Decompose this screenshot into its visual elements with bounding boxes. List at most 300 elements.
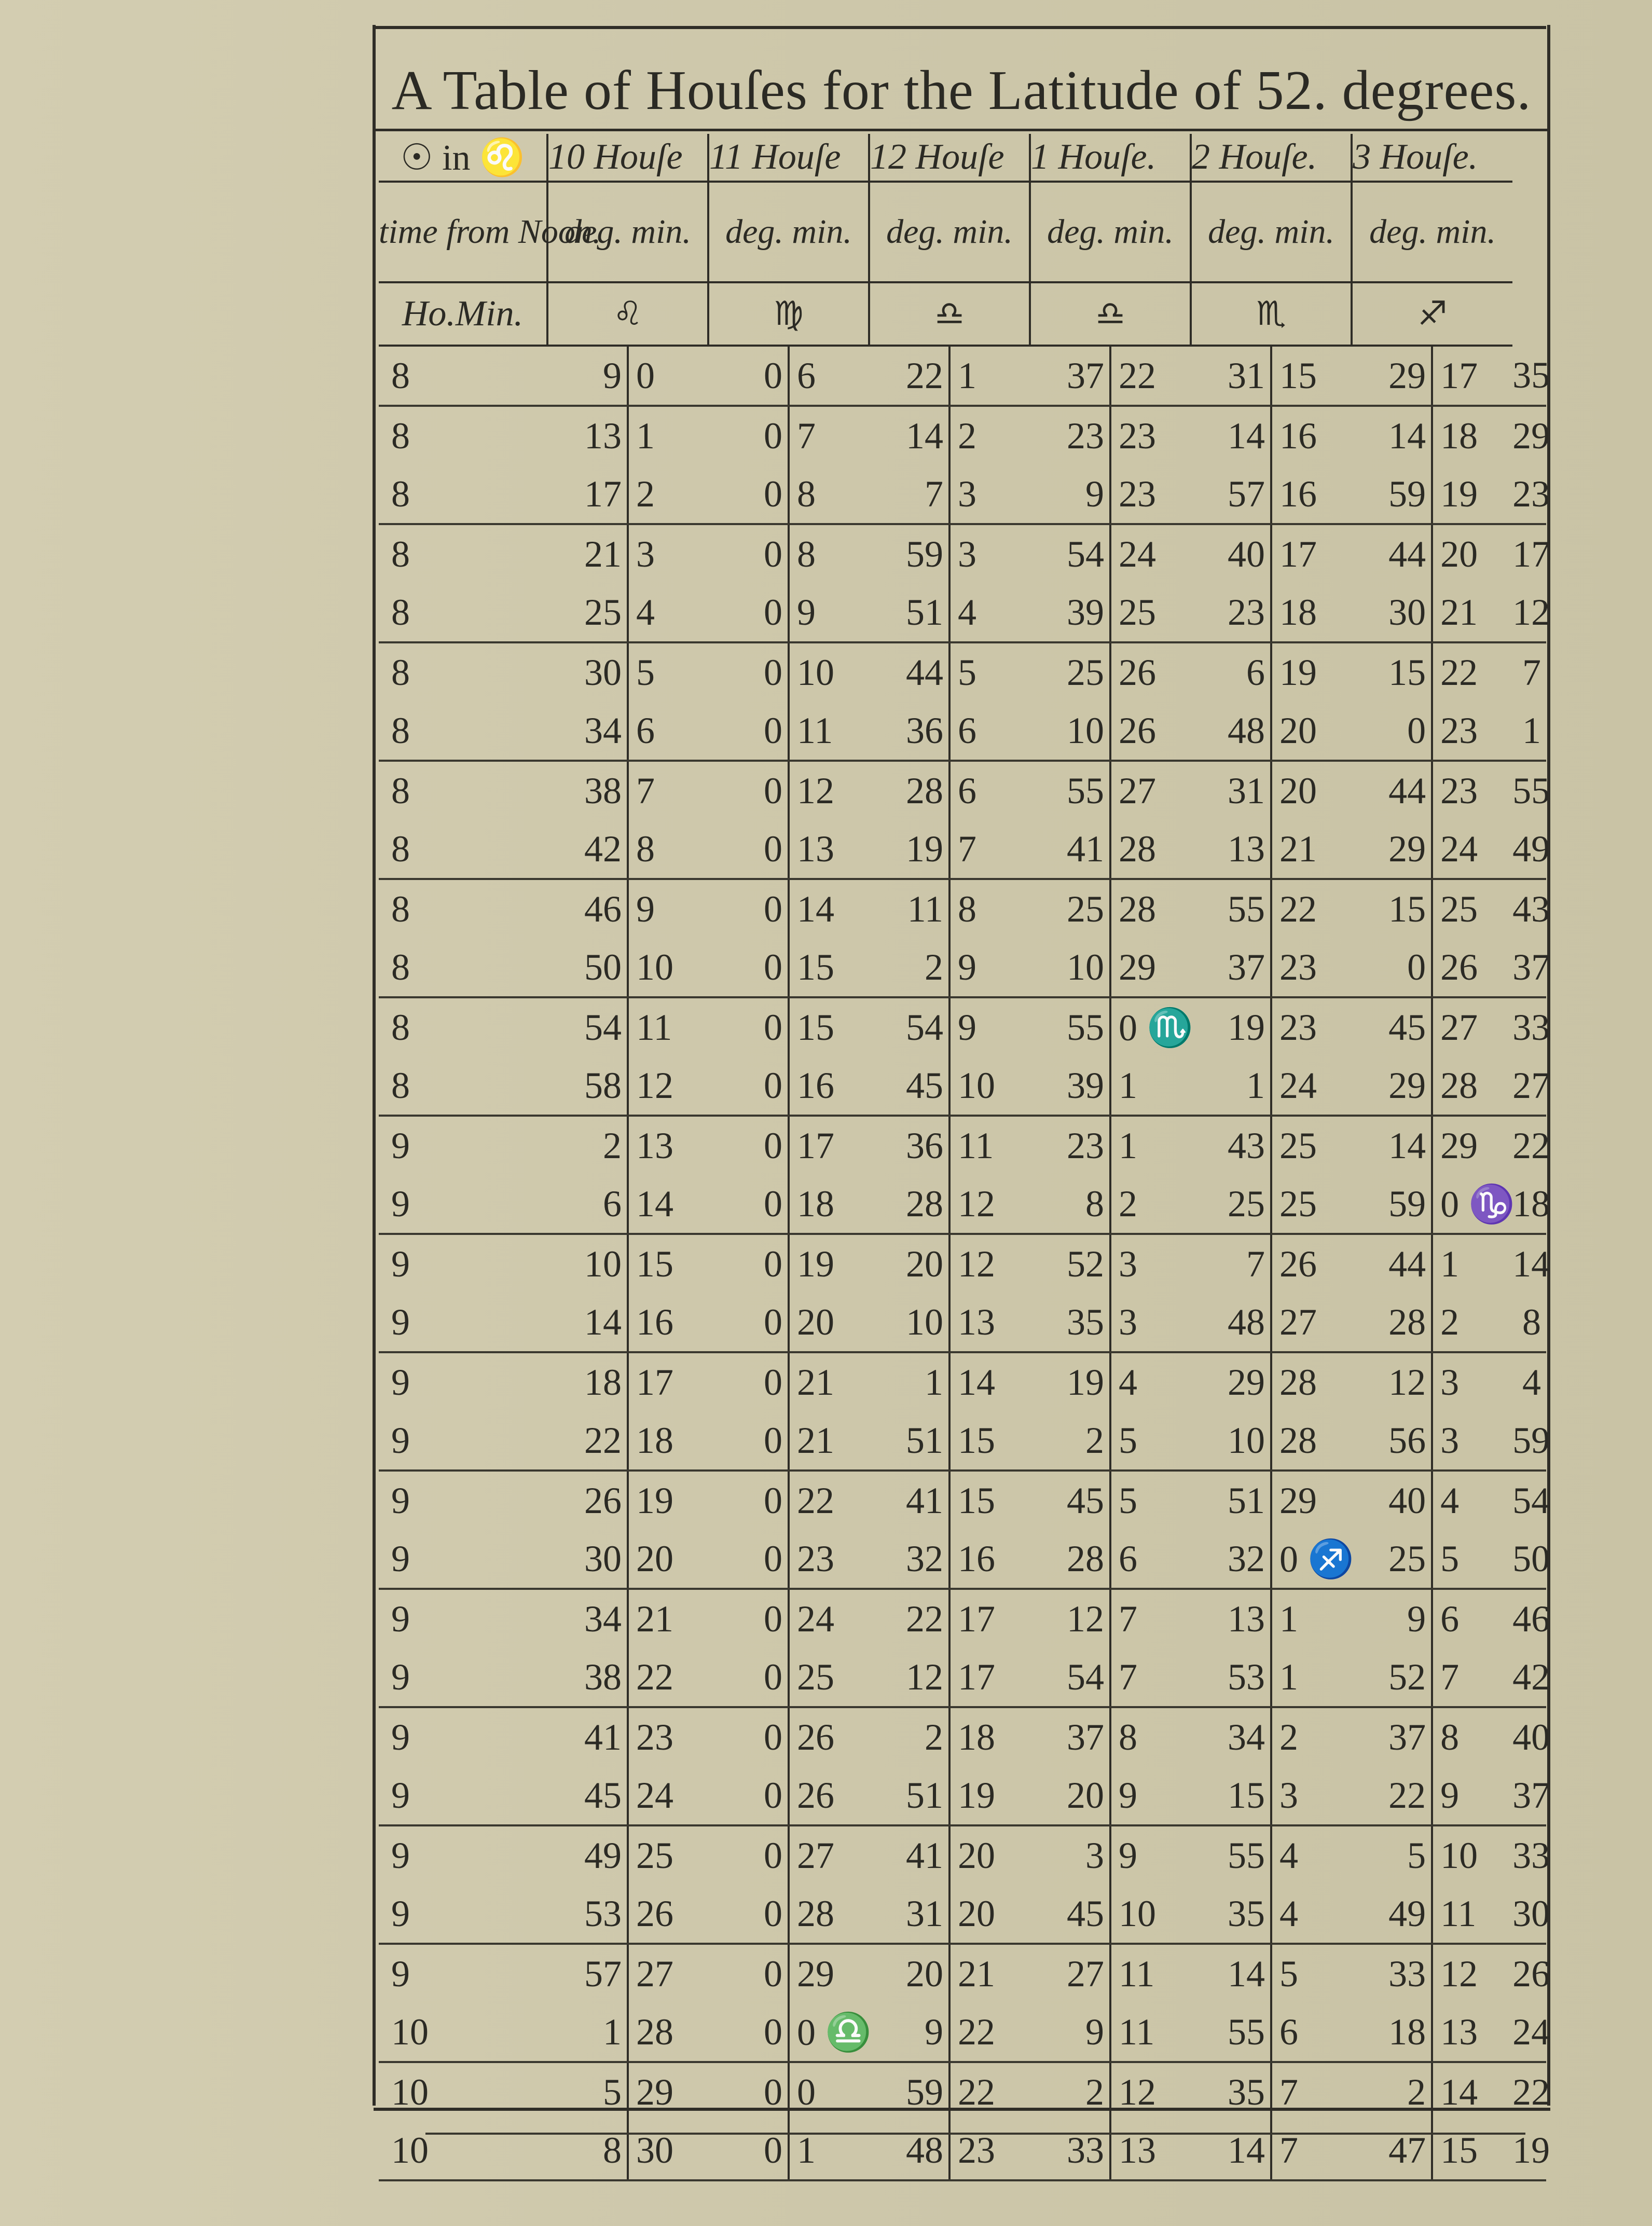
degrees-cell: 9 — [1432, 1766, 1512, 1825]
time-minutes-cell: 46 — [584, 888, 622, 930]
degrees-cell: 2 — [1432, 1293, 1512, 1352]
minutes-cell: 37 — [1388, 1716, 1426, 1758]
minutes-cell: 51 — [869, 1766, 949, 1825]
degrees-cell: 21 — [1432, 583, 1512, 642]
degrees-cell: 28 — [628, 2003, 708, 2062]
minutes-cell: 23 — [1067, 415, 1105, 457]
minutes-cell: 53 — [1191, 1648, 1271, 1707]
minutes-cell: 52 — [1352, 1648, 1432, 1707]
minutes-cell: 32 — [869, 1530, 949, 1589]
minutes-cell: 59 — [1512, 1411, 1546, 1471]
minutes-cell: 28 — [869, 1175, 949, 1234]
minutes-cell: 36 — [869, 702, 949, 761]
degrees-cell: 9 — [1110, 1825, 1191, 1885]
minutes-cell: 0 — [764, 1243, 783, 1285]
minutes-cell: 14 — [1388, 415, 1426, 457]
degrees-cell: 0 ♏ — [1110, 997, 1191, 1056]
minutes-cell: 55 — [1228, 1834, 1265, 1876]
degrees-cell: 10 — [1432, 1825, 1512, 1885]
minutes-cell: 19 — [1228, 1006, 1265, 1048]
minutes-cell: 59 — [906, 533, 944, 575]
degrees-cell: 20 — [1432, 524, 1512, 583]
minutes-cell: 54 — [1512, 1479, 1550, 1521]
degrees-cell: 13 — [789, 820, 869, 879]
degrees-cell: 6 — [1432, 1589, 1512, 1648]
minutes-cell: 8 — [1030, 1175, 1110, 1234]
degrees-cell: 0 — [789, 2062, 869, 2121]
degrees-cell: 3 — [1432, 1411, 1512, 1471]
minutes-cell: 40 — [1512, 1716, 1550, 1758]
minutes-cell: 29 — [1352, 820, 1432, 879]
minutes-cell: 1 — [925, 1361, 944, 1403]
minutes-cell: 55 — [1191, 2003, 1271, 2062]
minutes-cell: 18 — [1352, 2003, 1432, 2062]
degrees-cell: 13 — [628, 1116, 708, 1175]
time-hours-cell: 8 — [391, 651, 410, 693]
minutes-cell: 22 — [906, 1598, 944, 1640]
minutes-cell: 9 — [1030, 465, 1110, 524]
minutes-cell: 35 — [1228, 2071, 1265, 2113]
degrees-cell: 19 — [1432, 465, 1512, 524]
degrees-cell: 4 — [1110, 1352, 1191, 1411]
degrees-cell: 15 — [1271, 346, 1352, 406]
degrees-cell: 15 — [949, 1411, 1030, 1471]
minutes-cell: 55 — [1067, 770, 1105, 812]
time-hours-cell: 9 — [391, 1598, 410, 1640]
degrees-cell: 12 — [789, 761, 869, 820]
minutes-cell: 0 — [708, 583, 789, 642]
minutes-cell: 8 — [1512, 1293, 1546, 1352]
top-rule — [374, 26, 1546, 29]
degrees-cell: 17 — [949, 1589, 1030, 1648]
minutes-cell: 0 — [764, 888, 783, 930]
table-row — [379, 465, 1546, 524]
degrees-cell: 17 — [628, 1352, 708, 1411]
minutes-cell: 28 — [906, 770, 944, 812]
minutes-cell: 0 — [708, 1885, 789, 1944]
minutes-cell: 31 — [1228, 770, 1265, 812]
minutes-cell: 0 — [1352, 938, 1432, 997]
degrees-cell: 13 — [1110, 2121, 1191, 2180]
degrees-cell: 21 — [789, 1411, 869, 1471]
minutes-cell: 41 — [1030, 820, 1110, 879]
minutes-cell: 57 — [1191, 465, 1271, 524]
zodiac-sign-glyph: ♐ — [1352, 282, 1512, 346]
column-units-row — [379, 282, 1546, 346]
degrees-cell: 1 — [1271, 1648, 1352, 1707]
minutes-cell: 23 — [1191, 583, 1271, 642]
degrees-cell: 11 — [628, 997, 708, 1056]
time-hours-cell: 9 — [391, 1953, 410, 1995]
degrees-cell: 9 — [949, 997, 1030, 1056]
table-row — [379, 1589, 1546, 1648]
column-subhead: deg. min. — [547, 182, 708, 282]
degrees-cell: 25 — [789, 1648, 869, 1707]
minutes-cell: 51 — [1228, 1479, 1265, 1521]
time-minutes-cell: 34 — [584, 1598, 622, 1640]
time-minutes-cell: 41 — [584, 1716, 622, 1758]
minutes-cell: 4 — [1522, 1361, 1541, 1403]
time-hours-cell: 8 — [379, 1056, 547, 1116]
minutes-cell: 7 — [1522, 651, 1541, 693]
table-row — [379, 1056, 1546, 1116]
minutes-cell: 59 — [1352, 465, 1432, 524]
degrees-cell: 1 — [1432, 1234, 1512, 1293]
degrees-cell: 29 — [628, 2062, 708, 2121]
degrees-cell: 8 — [1110, 1707, 1191, 1766]
degrees-cell: 15 — [1432, 2121, 1512, 2180]
minutes-cell: 18 — [1512, 1175, 1546, 1234]
degrees-cell: 16 — [949, 1530, 1030, 1589]
degrees-cell: 4 — [1432, 1471, 1512, 1530]
minutes-cell: 14 — [1228, 1953, 1265, 1995]
table-row — [379, 2121, 1546, 2180]
minutes-cell: 0 — [764, 1716, 783, 1758]
degrees-cell: 1 — [789, 2121, 869, 2180]
degrees-cell: 23 — [1110, 465, 1191, 524]
minutes-cell: 48 — [869, 2121, 949, 2180]
minutes-cell: 14 — [1191, 2121, 1271, 2180]
degrees-cell: 21 — [949, 1944, 1030, 2003]
degrees-cell: 10 — [1110, 1885, 1191, 1944]
minutes-cell: 55 — [1512, 770, 1550, 812]
degrees-cell: 25 — [1110, 583, 1191, 642]
time-hours-cell: 9 — [379, 1293, 547, 1352]
degrees-cell: 21 — [789, 1352, 869, 1411]
time-minutes-cell: 30 — [584, 651, 622, 693]
degrees-cell: 2 — [1110, 1175, 1191, 1234]
degrees-cell: 20 — [1271, 702, 1352, 761]
column-subhead: deg. min. — [1191, 182, 1352, 282]
degrees-cell: 21 — [1271, 820, 1352, 879]
minutes-cell: 2 — [1030, 1411, 1110, 1471]
table-row — [379, 820, 1546, 879]
degrees-cell: 23 — [789, 1530, 869, 1589]
minutes-cell: 19 — [1067, 1361, 1105, 1403]
table-body — [379, 346, 1550, 2180]
time-minutes-cell: 14 — [547, 1293, 628, 1352]
degrees-cell: 19 — [1271, 642, 1352, 702]
degrees-cell: 22 — [949, 2003, 1030, 2062]
minutes-cell: 25 — [1352, 1530, 1432, 1589]
table-row — [379, 1825, 1546, 1885]
time-hours-cell: 8 — [391, 415, 410, 457]
degrees-cell: 14 — [628, 1175, 708, 1234]
time-minutes-cell: 34 — [547, 702, 628, 761]
zodiac-sign-glyph: ♎ — [869, 282, 1030, 346]
minutes-cell: 36 — [906, 1124, 944, 1166]
minutes-cell: 0 — [1352, 702, 1432, 761]
time-hours-cell: 8 — [391, 533, 410, 575]
minutes-cell: 33 — [1512, 1834, 1550, 1876]
minutes-cell: 0 — [764, 2071, 783, 2113]
degrees-cell: 9 — [949, 938, 1030, 997]
minutes-cell: 0 — [708, 1411, 789, 1471]
minutes-cell: 17 — [1512, 533, 1550, 575]
degrees-cell: 21 — [628, 1589, 708, 1648]
degrees-cell: 26 — [1271, 1234, 1352, 1293]
degrees-cell: 16 — [1271, 406, 1352, 465]
minutes-cell: 0 — [764, 1479, 783, 1521]
degrees-cell: 6 — [1110, 1530, 1191, 1589]
minutes-cell: 7 — [1246, 1243, 1265, 1285]
time-hours-cell: 9 — [391, 1479, 410, 1521]
degrees-cell: 10 — [789, 642, 869, 702]
time-minutes-cell: 42 — [547, 820, 628, 879]
minutes-cell: 46 — [1512, 1598, 1550, 1640]
minutes-cell: 12 — [869, 1648, 949, 1707]
minutes-cell: 7 — [869, 465, 949, 524]
minutes-cell: 22 — [1352, 1766, 1432, 1825]
minutes-cell: 35 — [1030, 1293, 1110, 1352]
minutes-cell: 0 — [764, 1834, 783, 1876]
degrees-cell: 24 — [1271, 1056, 1352, 1116]
degrees-cell: 9 — [628, 879, 708, 938]
minutes-cell: 39 — [1030, 583, 1110, 642]
time-hours-cell: 10 — [379, 2121, 547, 2180]
minutes-cell: 29 — [1228, 1361, 1265, 1403]
minutes-cell: 0 — [708, 2003, 789, 2062]
minutes-cell: 6 — [1246, 651, 1265, 693]
minutes-cell: 15 — [1191, 1766, 1271, 1825]
degrees-cell: 4 — [1271, 1885, 1352, 1944]
degrees-cell: 7 — [1271, 2062, 1352, 2121]
degrees-cell: 28 — [1110, 820, 1191, 879]
table-row — [379, 1116, 1546, 1175]
degrees-cell: 25 — [1271, 1116, 1352, 1175]
degrees-cell: 12 — [949, 1234, 1030, 1293]
degrees-cell: 27 — [1432, 997, 1512, 1056]
minutes-cell: 41 — [906, 1834, 944, 1876]
minutes-cell: 0 — [708, 2121, 789, 2180]
column-head: ☉ in ♌ — [379, 134, 547, 182]
minutes-cell: 45 — [1030, 1885, 1110, 1944]
minutes-cell: 14 — [1388, 1124, 1426, 1166]
degrees-cell: 29 — [1271, 1471, 1352, 1530]
degrees-cell: 28 — [1110, 879, 1191, 938]
degrees-cell: 22 — [1271, 879, 1352, 938]
minutes-cell: 23 — [1512, 465, 1546, 524]
time-minutes-cell: 25 — [547, 583, 628, 642]
degrees-cell: 7 — [1110, 1648, 1191, 1707]
table-row — [379, 1648, 1546, 1707]
minutes-cell: 15 — [1388, 888, 1426, 930]
column-heads-row — [379, 134, 1546, 182]
minutes-cell: 43 — [1512, 888, 1550, 930]
table-row — [379, 1471, 1546, 1530]
minutes-cell: 39 — [1030, 1056, 1110, 1116]
degrees-cell: 3 — [1110, 1234, 1191, 1293]
degrees-cell: 28 — [1432, 1056, 1512, 1116]
degrees-cell: 7 — [1271, 2121, 1352, 2180]
degrees-cell: 11 — [949, 1116, 1030, 1175]
degrees-cell: 7 — [789, 406, 869, 465]
column-head: 11 Houſe — [708, 134, 869, 182]
degrees-cell: 28 — [789, 1885, 869, 1944]
column-head: 2 Houſe. — [1191, 134, 1352, 182]
minutes-cell: 0 — [708, 1293, 789, 1352]
minutes-cell: 0 — [708, 1530, 789, 1589]
degrees-cell: 28 — [1271, 1352, 1352, 1411]
minutes-cell: 31 — [1191, 346, 1271, 406]
table-row — [379, 1234, 1546, 1293]
minutes-cell: 22 — [1512, 2071, 1550, 2113]
time-minutes-cell: 6 — [547, 1175, 628, 1234]
table-row — [379, 1293, 1546, 1352]
degrees-cell: 20 — [949, 1825, 1030, 1885]
table-row — [379, 1885, 1546, 1944]
degrees-cell: 5 — [1432, 1530, 1512, 1589]
minutes-cell: 30 — [1512, 1885, 1546, 1944]
time-minutes-cell: 26 — [584, 1479, 622, 1521]
degrees-cell: 20 — [949, 1885, 1030, 1944]
table-row — [379, 761, 1546, 820]
minutes-cell: 27 — [1067, 1953, 1105, 1995]
time-minutes-cell: 53 — [547, 1885, 628, 1944]
degrees-cell: 11 — [1110, 2003, 1191, 2062]
time-hours-cell: 9 — [391, 1361, 410, 1403]
minutes-cell: 37 — [1512, 938, 1546, 997]
degrees-cell: 7 — [1432, 1648, 1512, 1707]
minutes-cell: 0 — [708, 465, 789, 524]
degrees-cell: 20 — [1271, 761, 1352, 820]
minutes-cell: 33 — [1512, 1006, 1550, 1048]
degrees-cell: 5 — [1110, 1411, 1191, 1471]
minutes-cell: 0 — [764, 651, 783, 693]
time-minutes-cell: 18 — [584, 1361, 622, 1403]
degrees-cell: 18 — [1271, 583, 1352, 642]
degrees-cell: 14 — [1432, 2062, 1512, 2121]
table-row — [379, 1175, 1546, 1234]
degrees-cell: 22 — [789, 1471, 869, 1530]
minutes-cell: 54 — [1030, 1648, 1110, 1707]
degrees-cell: 24 — [1110, 524, 1191, 583]
degrees-cell: 6 — [949, 761, 1030, 820]
time-minutes-cell: 13 — [584, 415, 622, 457]
minutes-cell: 0 — [708, 702, 789, 761]
time-minutes-cell: 58 — [547, 1056, 628, 1116]
minutes-cell: 25 — [1191, 1175, 1271, 1234]
minutes-cell: 37 — [1191, 938, 1271, 997]
table-row — [379, 702, 1546, 761]
page-title: A Table of Houſes for the Latitude of 52. degrees. — [391, 60, 1532, 121]
degrees-cell: 26 — [1432, 938, 1512, 997]
minutes-cell: 12 — [1067, 1598, 1105, 1640]
minutes-cell: 51 — [869, 583, 949, 642]
minutes-cell: 40 — [1388, 1479, 1426, 1521]
minutes-cell: 1 — [1191, 1056, 1271, 1116]
degrees-cell: 8 — [789, 465, 869, 524]
degrees-cell: 8 — [789, 524, 869, 583]
table-of-houses — [379, 134, 1550, 2181]
minutes-cell: 35 — [1512, 346, 1546, 406]
minutes-cell: 0 — [764, 415, 783, 457]
degrees-cell: 13 — [1432, 2003, 1512, 2062]
minutes-cell: 2 — [1085, 2071, 1105, 2113]
degrees-cell: 17 — [1271, 524, 1352, 583]
degrees-cell: 19 — [949, 1766, 1030, 1825]
minutes-cell: 0 — [708, 1056, 789, 1116]
minutes-cell: 45 — [869, 1056, 949, 1116]
minutes-cell: 34 — [1228, 1716, 1265, 1758]
degrees-cell: 1 — [1110, 1056, 1191, 1116]
degrees-cell: 9 — [1110, 1766, 1191, 1825]
degrees-cell: 22 — [1110, 346, 1191, 406]
time-minutes-cell: 21 — [584, 533, 622, 575]
column-unit: Ho.Min. — [379, 282, 547, 346]
table-row — [379, 583, 1546, 642]
degrees-cell: 2 — [1271, 1707, 1352, 1766]
degrees-cell: 3 — [1110, 1293, 1191, 1352]
degrees-cell: 25 — [1432, 879, 1512, 938]
degrees-cell: 20 — [628, 1530, 708, 1589]
time-minutes-cell: 5 — [603, 2071, 622, 2113]
column-head: 10 Houſe — [547, 134, 708, 182]
degrees-cell: 28 — [1271, 1411, 1352, 1471]
degrees-cell: 29 — [1432, 1116, 1512, 1175]
degrees-cell: 26 — [1110, 642, 1191, 702]
minutes-cell: 45 — [1067, 1479, 1105, 1521]
table-row — [379, 1530, 1546, 1589]
degrees-cell: 27 — [1271, 1293, 1352, 1352]
degrees-cell: 24 — [628, 1766, 708, 1825]
time-minutes-cell: 22 — [547, 1411, 628, 1471]
column-subhead: deg. min. — [869, 182, 1030, 282]
degrees-cell: 24 — [789, 1589, 869, 1648]
title-rule — [374, 129, 1549, 131]
minutes-cell: 22 — [1512, 1124, 1550, 1166]
degrees-cell: 18 — [628, 1411, 708, 1471]
minutes-cell: 37 — [1030, 346, 1110, 406]
minutes-cell: 29 — [1352, 1056, 1432, 1116]
degrees-cell: 15 — [789, 997, 869, 1056]
minutes-cell: 37 — [1512, 1766, 1546, 1825]
minutes-cell: 50 — [1512, 1530, 1546, 1589]
time-minutes-cell: 8 — [547, 2121, 628, 2180]
degrees-cell: 12 — [1432, 1944, 1512, 2003]
degrees-cell: 5 — [1271, 1944, 1352, 2003]
degrees-cell: 17 — [1432, 346, 1512, 406]
minutes-cell: 40 — [1228, 533, 1265, 575]
minutes-cell: 2 — [925, 1716, 944, 1758]
minutes-cell: 12 — [1512, 583, 1546, 642]
minutes-cell: 10 — [1030, 702, 1110, 761]
degrees-cell: 15 — [628, 1234, 708, 1293]
degrees-cell: 16 — [628, 1293, 708, 1352]
degrees-cell: 23 — [949, 2121, 1030, 2180]
degrees-cell: 19 — [789, 1234, 869, 1293]
degrees-cell: 29 — [789, 1944, 869, 2003]
degrees-cell: 22 — [949, 2062, 1030, 2121]
minutes-cell: 14 — [906, 415, 944, 457]
minutes-cell: 9 — [869, 2003, 949, 2062]
minutes-cell: 24 — [1512, 2003, 1546, 2062]
minutes-cell: 48 — [1191, 702, 1271, 761]
degrees-cell: 6 — [1271, 2003, 1352, 2062]
time-minutes-cell: 17 — [547, 465, 628, 524]
degrees-cell: 16 — [789, 1056, 869, 1116]
degrees-cell: 18 — [949, 1707, 1030, 1766]
degrees-cell: 26 — [628, 1885, 708, 1944]
time-hours-cell: 9 — [391, 1243, 410, 1285]
time-hours-cell: 8 — [379, 583, 547, 642]
table-row — [379, 997, 1546, 1056]
degrees-cell: 9 — [789, 583, 869, 642]
minutes-cell: 1 — [1512, 702, 1546, 761]
minutes-cell: 51 — [869, 1411, 949, 1471]
degrees-cell: 24 — [1432, 820, 1512, 879]
bottom-rule — [425, 2133, 1525, 2135]
